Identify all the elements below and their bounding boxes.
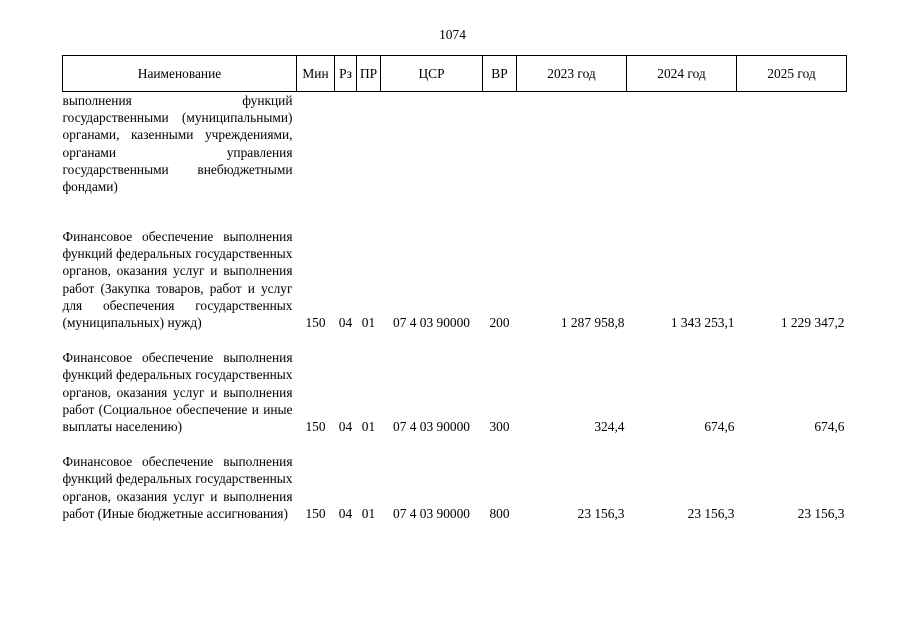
cell-min: 150 [305,505,326,521]
table-row [63,453,847,522]
cell-csr: 07 4 03 90000 [393,419,470,435]
cell-2024: 1 343 253,1 [670,315,735,331]
row-name-text: Финансовое обеспечение выполнения функций федеральных государственных органов, оказания услуг и выполнения работ (Иные бюджетные ассигнования) [62,454,293,521]
cell-2025: 1 229 347,2 [780,315,845,331]
cell-2024: 674,6 [704,419,735,435]
row-name-text: Финансовое обеспечение выполнения функций федеральных государственных органов, оказания услуг и выполнения работ (Социальное обеспечение и иные выплаты населению) [62,350,293,435]
cell-vr: 800 [489,505,510,521]
row-name [63,453,297,522]
table-row [63,228,847,331]
header-name: Наименование [63,56,297,92]
row-name [63,228,297,331]
cell-csr: 07 4 03 90000 [393,315,470,331]
cell-pr: 01 [361,505,376,521]
header-min: Мин [297,56,335,92]
cell-vr: 200 [489,315,510,331]
header-vr: ВР [483,56,517,92]
header-csr: ЦСР [381,56,483,92]
cell-pr: 01 [361,419,376,435]
cell-2024: 23 156,3 [687,505,735,521]
header-2023: 2023 год [517,56,627,92]
page-number: 1074 [439,27,466,42]
cell-2023: 23 156,3 [577,505,625,521]
cell-2025: 674,6 [814,419,845,435]
header-2025: 2025 год [737,56,847,92]
cell-2025: 23 156,3 [797,505,845,521]
row-name-text: выполнения функций государственными (муниципальными) органами, казенными учреждениями, органами управления государственными внебюджетными фондами) [62,93,293,195]
cell-2023: 324,4 [594,419,625,435]
cell-csr: 07 4 03 90000 [393,505,470,521]
table-row-continuation [63,92,847,211]
cell-min: 150 [305,419,326,435]
cell-rz: 04 [338,419,353,435]
cell-vr: 300 [489,419,510,435]
table-header-row [63,56,847,92]
cell-rz: 04 [338,315,353,331]
row-name-text: Финансовое обеспечение выполнения функций федеральных государственных органов, оказания услуг и выполнения работ (Закупка товаров, работ и услуг для обеспечения государственных (муниципальных) нужд) [62,229,293,331]
row-name [63,349,297,435]
table-row [63,349,847,435]
header-rz: Рз [335,56,357,92]
cell-min: 150 [305,315,326,331]
budget-table [62,55,847,522]
header-2024: 2024 год [627,56,737,92]
cell-2023: 1 287 958,8 [560,315,625,331]
row-name [63,92,297,211]
header-pr: ПР [357,56,381,92]
cell-rz: 04 [338,505,353,521]
cell-pr: 01 [361,315,376,331]
